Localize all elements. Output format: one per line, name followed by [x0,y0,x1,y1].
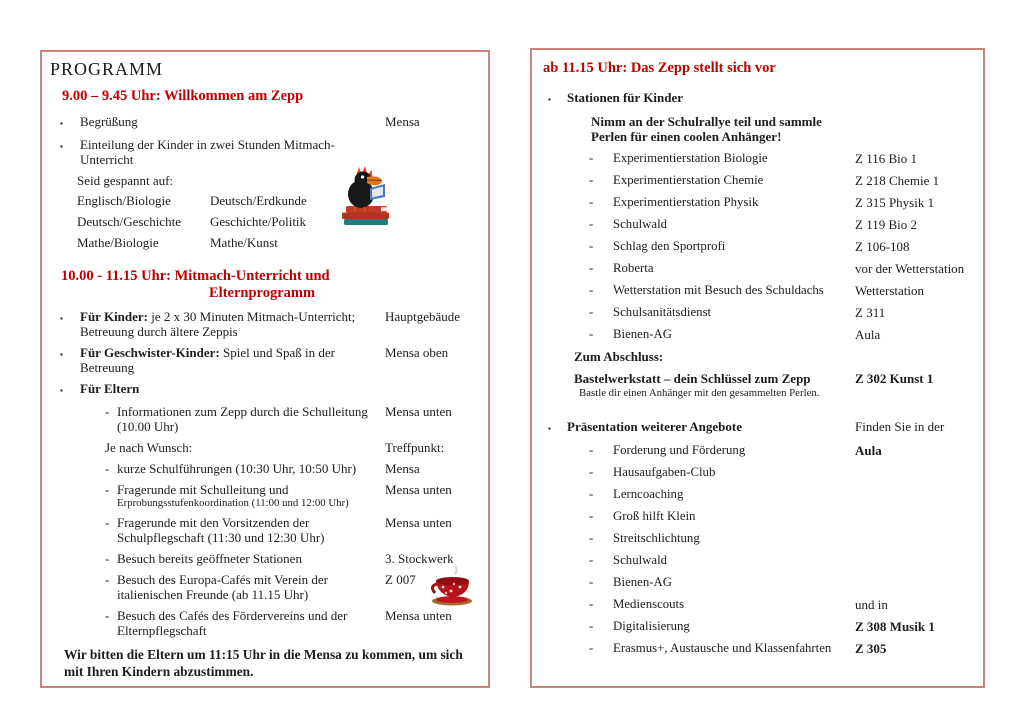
list-item [532,283,983,298]
closing-label: Zum Abschluss: [574,349,664,364]
list-item [532,553,983,568]
bullet-icon: ▪ [548,95,551,104]
list-item-text: Digitalisierung [613,619,690,633]
dash-icon: - [589,151,594,165]
list-item-text: Erasmus+, Austausche und Klassenfahrten [613,641,832,655]
list-item [42,404,488,434]
list-item-text: Schulwald [613,553,668,567]
list-item-text: Für Eltern [80,381,140,396]
list-item-text: Fragerunde mit den Vorsitzenden der Schulpflegschaft (11:30 und 12:30 Uhr) [117,515,325,545]
location-label: Z 308 Musik 1 [855,619,935,634]
list-item [42,440,488,455]
list-item-text: Experimentierstation Physik [613,195,759,209]
subject-cell: Geschichte/Politik [210,214,307,229]
location-label: Mensa [385,461,420,476]
location-label: Z 305 [855,641,887,656]
list-item [532,239,983,254]
list-item-text: Forderung und Förderung [613,443,746,457]
list-item-text: Experimentierstation Biologie [613,151,768,165]
location-label: Z 119 Bio 2 [855,217,917,232]
left-program-panel [40,50,490,688]
list-item-text: Begrüßung [80,114,138,129]
raven-on-books-image [334,164,396,226]
list-item-text: Für Kinder: je 2 x 30 Minuten Mitmach-Unterricht; Betreuung durch ältere Zeppis [80,309,356,339]
list-item-text: Besuch des Cafés des Fördervereins und der Elternpflegschaft [117,608,348,638]
dash-icon: - [589,305,594,319]
location-label: Mensa unten [385,404,452,419]
list-item-text: Besuch des Europa-Cafés mit Verein der italienischen Freunde (ab 11.15 Uhr) [117,572,328,602]
bullet-icon: ▪ [60,314,63,323]
subject-row [42,193,488,208]
subject-cell: Deutsch/Erdkunde [210,193,307,208]
list-item-text: Stationen für Kinder [567,90,684,105]
section-heading-vorstellung: ab 11.15 Uhr: Das Zepp stellt sich vor [543,60,776,76]
parents-notice: Wir bitten die Eltern um 11:15 Uhr in die Mensa zu kommen, um sich mit Ihren Kindern abzustimmen. [64,647,463,679]
list-item [42,381,488,398]
dash-icon: - [589,217,594,231]
dash-icon: - [589,173,594,187]
list-item [532,597,983,612]
dash-icon: - [105,482,110,497]
location-label: Treffpunkt: [385,440,445,455]
location-label: Mensa unten [385,608,452,623]
closing-label-row [532,349,983,364]
list-item [532,305,983,320]
subject-cell: Englisch/Biologie [77,193,171,208]
location-label: Z 007 [385,572,416,587]
list-item-text: Roberta [613,261,654,275]
list-item [42,572,488,602]
location-label: Z 315 Physik 1 [855,195,935,210]
list-item-text: Groß hilft Klein [613,509,696,523]
location-label: Z 302 Kunst 1 [855,371,934,386]
dash-icon: - [589,465,594,479]
dash-icon: - [589,575,594,589]
bullet-icon: ▪ [60,119,63,128]
dash-icon: - [589,531,594,545]
bullet-icon: ▪ [548,424,551,433]
dash-icon: - [105,551,110,566]
dash-icon: - [105,572,110,587]
coffee-cup-image [428,564,476,608]
section-heading-mitmach [61,268,488,302]
list-item [532,509,983,524]
location-label: Hauptgebäude [385,309,461,324]
list-item-text: kurze Schulführungen (10:30 Uhr, 10:50 Uhr) [117,461,357,476]
list-item [42,137,488,167]
list-item-text: Bienen-AG [613,327,672,341]
dash-icon: - [105,515,110,530]
location-label: Mensa [385,114,420,129]
list-item [532,443,983,458]
list-item-text: Bienen-AG [613,575,672,589]
dash-icon: - [589,283,594,297]
list-item-text: Präsentation weiterer Angebote [567,419,742,434]
list-item-text: Experimentierstation Chemie [613,173,764,187]
location-label: Mensa unten [385,515,452,530]
list-item [42,551,488,566]
location-label: Z 311 [855,305,886,320]
list-item-text: Fragerunde mit Schulleitung und Erprobungsstufenkoordination (11:00 und 12:00 Uhr) [117,482,349,509]
list-item [532,90,983,107]
location-label: und in [855,597,888,612]
subject-cell: Mathe/Kunst [210,235,278,250]
dash-icon: - [589,487,594,501]
list-item [532,465,983,480]
workshop-note: Bastle dir einen Anhänger mit den gesammelten Perlen. [579,387,820,399]
dash-icon: - [105,404,110,419]
list-item-text: Schulwald [613,217,668,231]
list-item [532,619,983,634]
list-item-text: Medienscouts [613,597,685,611]
list-item [532,575,983,590]
heading-line: Elternprogramm [209,285,316,301]
dash-icon: - [589,641,594,655]
location-label: Z 116 Bio 1 [855,151,917,166]
list-item [42,309,488,339]
heading-line: 10.00 - 11.15 Uhr: Mitmach-Unterricht und [61,268,330,284]
list-item [532,217,983,232]
list-item [42,515,488,545]
list-item [532,327,983,342]
section-heading-welcome: 9.00 – 9.45 Uhr: Willkommen am Zepp [62,88,304,104]
list-item [532,641,983,656]
location-label: 3. Stockwerk [385,551,454,566]
dash-icon: - [589,327,594,341]
location-label: Z 106-108 [855,239,910,254]
location-label: Finden Sie in der [855,419,945,434]
dash-icon: - [589,509,594,523]
bullet-icon: ▪ [60,386,63,395]
list-item [532,151,983,166]
location-label: vor der Wetterstation [855,261,965,276]
list-item-text: Wetterstation mit Besuch des Schuldachs [613,283,824,297]
list-item [42,345,488,375]
dash-icon: - [589,443,594,457]
subject-cell: Deutsch/Geschichte [77,214,181,229]
page-title: PROGRAMM [50,59,164,79]
list-item-text: Schlag den Sportprofi [613,239,726,253]
location-label: Aula [855,327,881,342]
dash-icon: - [105,608,110,623]
workshop-title: Bastelwerkstatt – dein Schlüssel zum Zepp [574,371,811,386]
list-item-text: Je nach Wunsch: [105,440,193,455]
workshop-row [532,371,983,386]
location-label: Mensa oben [385,345,449,360]
bullet-icon: ▪ [60,142,63,151]
list-item-text: Schulsanitätsdienst [613,305,712,319]
intro-text: Nimm an der Schulrallye teil und sammle Perlen für einen coolen Anhänger! [591,114,822,144]
list-item [42,482,488,509]
stations-intro [532,114,983,144]
location-label: Mensa unten [385,482,452,497]
list-item [532,531,983,546]
list-item [42,461,488,476]
list-item [532,419,983,436]
subject-row [42,214,488,229]
list-item-text: Hausaufgaben-Club [613,465,716,479]
dash-icon: - [589,553,594,567]
list-item [42,114,488,131]
dash-icon: - [589,597,594,611]
location-label: Aula [855,443,882,458]
list-item-text: Informationen zum Zepp durch die Schulleitung (10.00 Uhr) [117,404,368,434]
dash-icon: - [589,619,594,633]
dash-icon: - [589,239,594,253]
list-item [532,195,983,210]
teaser-text: Seid gespannt auf: [77,173,174,188]
list-item [532,261,983,276]
subject-row [42,235,488,250]
bullet-icon: ▪ [60,350,63,359]
list-item-text: Streitschlichtung [613,531,700,545]
location-label: Z 218 Chemie 1 [855,173,940,188]
list-item-text: Für Geschwister-Kinder: Spiel und Spaß in der Betreuung [80,345,335,375]
location-label: Wetterstation [855,283,924,298]
dash-icon: - [105,461,110,476]
list-item-text: Einteilung der Kinder in zwei Stunden Mitmach-Unterricht [80,137,335,167]
right-program-panel [530,48,985,688]
list-item-text: Besuch bereits geöffneter Stationen [117,551,302,566]
list-item-text: Lerncoaching [613,487,684,501]
list-item [42,608,488,638]
teaser-line [42,173,488,188]
list-item [532,173,983,188]
workshop-note-row [532,387,983,399]
subject-cell: Mathe/Biologie [77,235,159,250]
list-item [532,487,983,502]
dash-icon: - [589,261,594,275]
dash-icon: - [589,195,594,209]
